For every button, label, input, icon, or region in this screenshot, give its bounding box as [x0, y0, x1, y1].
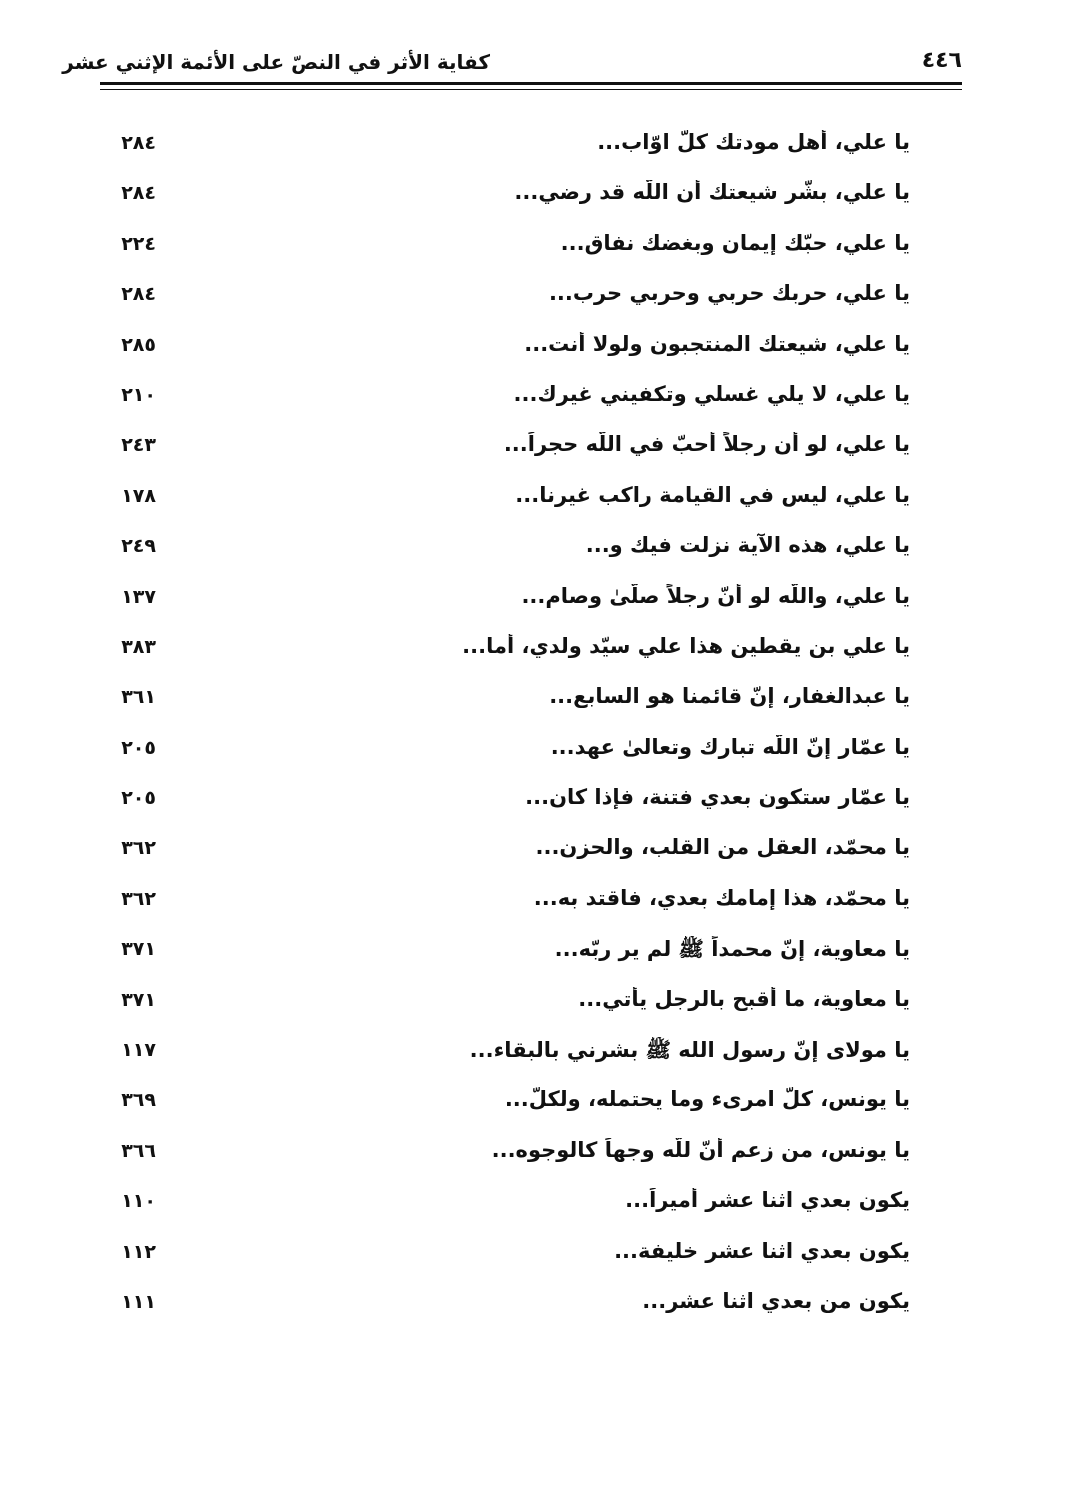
entry-page-ref: ١١٢: [121, 1240, 156, 1263]
index-entry: [100, 1233, 910, 1283]
index-entry: [100, 930, 910, 980]
index-entry: [100, 779, 910, 829]
entry-page-ref: ٢٤٩: [121, 535, 156, 558]
entry-text: يا علي، أهل مودتك كلّ اوّاب...: [597, 130, 910, 154]
index-entry: [100, 981, 910, 1031]
entry-text: يا عبدالغفار، إنّ قائمنا هو السابع...: [549, 684, 910, 709]
index-entry: [100, 1132, 910, 1182]
index-entry: [100, 829, 910, 879]
entry-text: يا علي، لا يلي غسلي وتكفيني غيرك...: [513, 381, 910, 406]
index-entry: [100, 376, 910, 426]
entry-page-ref: ٣٧١: [121, 988, 156, 1011]
entry-text: يا علي، بشّر شيعتك أن اللّه قد رضي...: [514, 180, 910, 205]
header-rule-thin: [100, 89, 962, 90]
entry-text: يا محمّد، العقل من القلب، والحزن...: [535, 835, 910, 860]
entry-text: يا علي بن يقطين هذا علي سيّد ولدي، أما...: [462, 633, 910, 658]
entry-text: يا عمّار إنّ اللّه تبارك وتعالىٰ عهد...: [550, 734, 910, 759]
index-entry: [100, 477, 910, 527]
entry-page-ref: ١١١: [121, 1290, 156, 1313]
header-rule-thick: [100, 82, 962, 85]
entry-page-ref: ٢٠٥: [121, 736, 156, 759]
index-entry: [100, 275, 910, 325]
entry-page-ref: ١٣٧: [121, 585, 156, 608]
entry-page-ref: ١١٧: [121, 1039, 156, 1062]
entry-page-ref: ٢٨٤: [121, 283, 156, 306]
index-list: [100, 124, 910, 1333]
index-entry: [100, 426, 910, 476]
running-header: [62, 36, 962, 86]
entry-text: يكون بعدي اثنا عشر خليفة...: [614, 1238, 910, 1263]
index-entry: [100, 578, 910, 628]
entry-text: يا علي، حبّك إيمان وبغضك نفاق...: [560, 230, 910, 255]
entry-text: يا علي، هذه الآية نزلت فيك و...: [585, 533, 910, 558]
entry-text: يا علي، لو أن رجلاً أحبّ في اللّه حجراً...: [503, 432, 910, 457]
entry-text: يا محمّد، هذا إمامك بعدي، فاقتد به...: [533, 885, 910, 910]
index-entry: [100, 1283, 910, 1333]
index-entry: [100, 527, 910, 577]
entry-page-ref: ٢٨٥: [121, 333, 156, 356]
entry-text: يا يونس، كلّ امرىء وما يحتمله، ولكلّ...: [504, 1087, 910, 1112]
entry-page-ref: ٣٦٢: [121, 837, 156, 860]
entry-page-ref: ٢٢٤: [121, 232, 156, 255]
entry-page-ref: ٣٦٦: [121, 1139, 156, 1162]
index-entry: [100, 880, 910, 930]
index-entry: [100, 628, 910, 678]
index-entry: [100, 174, 910, 224]
index-entry: [100, 124, 910, 174]
entry-page-ref: ٣٨٣: [121, 635, 156, 658]
index-entry: [100, 225, 910, 275]
entry-text: يا علي، ليس في القيامة راكب غيرنا...: [515, 482, 910, 507]
entry-text: يا معاوية، إنّ محمداً ﷺ لم ير ربّه...: [554, 937, 910, 962]
entry-page-ref: ٣٦٢: [121, 887, 156, 910]
entry-page-ref: ٢٨٤: [121, 182, 156, 205]
entry-text: يا علي، حربك حربي وحربي حرب...: [548, 281, 910, 306]
running-title: كفاية الأثر في النصّ على الأئمة الإثني عشر: [62, 50, 490, 74]
entry-page-ref: ٣٦١: [121, 686, 156, 709]
entry-page-ref: ١١٠: [121, 1190, 156, 1213]
entry-text: يا يونس، من زعم أنّ للّه وجهاً كالوجوه...: [491, 1137, 910, 1162]
index-entry: [100, 1081, 910, 1131]
entry-text: يكون من بعدي اثنا عشر...: [642, 1288, 910, 1313]
entry-text: يكون بعدي اثنا عشر أميراً...: [625, 1188, 910, 1213]
entry-page-ref: ١٧٨: [121, 484, 156, 507]
entry-page-ref: ٢١٠: [121, 383, 156, 406]
index-entry: [100, 326, 910, 376]
entry-text: يا عمّار ستكون بعدي فتنة، فإذا كان...: [525, 785, 910, 810]
page-number: ٤٤٦: [921, 48, 962, 73]
entry-page-ref: ٣٧١: [121, 938, 156, 961]
entry-page-ref: ٢٨٤: [121, 132, 156, 154]
index-entry: [100, 1182, 910, 1232]
index-entry: [100, 729, 910, 779]
entry-page-ref: ٢٤٣: [121, 434, 156, 457]
entry-text: يا معاوية، ما أقبح بالرجل يأتي...: [578, 986, 910, 1011]
entry-text: يا علي، شيعتك المنتجبون ولولا أنت...: [524, 331, 910, 356]
entry-text: يا مولاى إنّ رسول الله ﷺ بشرني بالبقاء...: [469, 1038, 910, 1063]
entry-page-ref: ٢٠٥: [121, 787, 156, 810]
index-entry: [100, 678, 910, 728]
entry-page-ref: ٣٦٩: [121, 1089, 156, 1112]
entry-text: يا علي، واللّه لو أنّ رجلاً صلّىٰ وصام...: [521, 583, 910, 608]
index-entry: [100, 1031, 910, 1081]
